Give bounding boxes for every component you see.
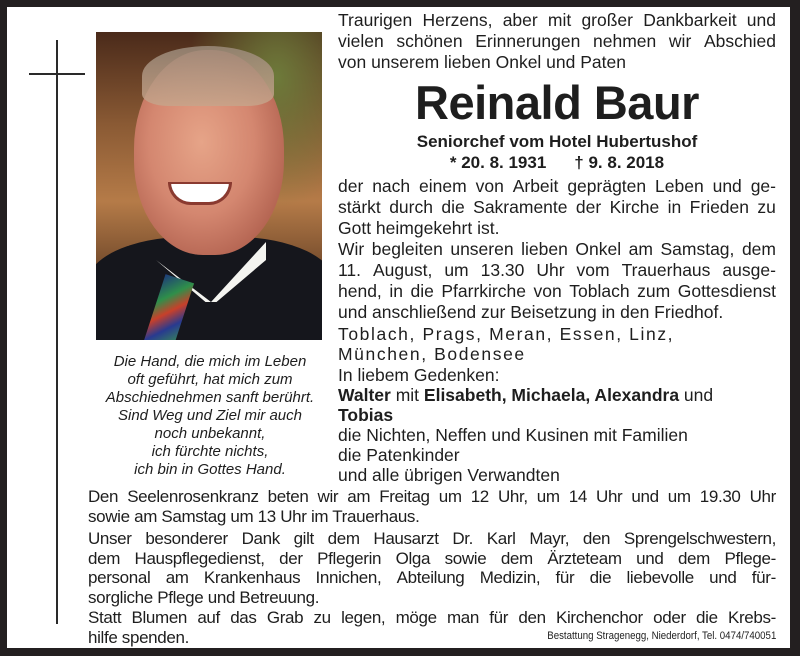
poem-line: Die Hand, die mich im Leben — [113, 353, 307, 370]
poem-line: Abschiednehmen sanft berührt. — [105, 389, 315, 406]
word: legen, — [341, 608, 386, 627]
word: Olga — [395, 548, 431, 568]
text-line — [338, 10, 776, 31]
mourners-line: die Patenkinder — [338, 445, 460, 465]
word: zu — [313, 608, 331, 627]
word: Krankenhaus — [203, 568, 301, 587]
word: Innichen, — [315, 568, 382, 587]
places-line: Toblach, Prags, Meran, Essen, Linz, — [338, 324, 675, 344]
word: Uhr — [536, 260, 565, 280]
word: dem — [88, 548, 121, 568]
text-line — [338, 31, 776, 52]
mourners-family — [338, 385, 713, 405]
word: der — [575, 197, 602, 217]
word: wir — [317, 487, 339, 506]
word: lieben — [521, 239, 568, 259]
word: Mayr, — [529, 529, 570, 548]
cross-icon-bar — [29, 73, 85, 75]
word: wir — [668, 31, 692, 51]
word: dem — [327, 529, 360, 548]
deceased-name: Reinald Baur — [415, 76, 699, 129]
word: Kirchenchor — [555, 608, 643, 627]
word: Pfarrkirche — [441, 281, 526, 301]
word: geprägten — [567, 176, 647, 196]
rosary-text — [88, 487, 776, 526]
word: Gottesdienst — [677, 281, 776, 301]
word: unseren — [450, 239, 514, 259]
mourner-connector: und — [679, 385, 714, 405]
text-line — [338, 260, 776, 281]
word: Grab — [266, 608, 304, 627]
life-dates — [338, 152, 776, 173]
poem-line: ich fürchte nichts, — [151, 443, 269, 460]
word: Hauspflegedienst, — [134, 548, 265, 568]
word: die — [441, 197, 465, 217]
word: 11. — [338, 260, 362, 280]
word: das — [230, 608, 257, 627]
word: den — [582, 529, 611, 548]
word: vielen — [338, 31, 384, 51]
word: einem — [419, 176, 467, 196]
word: und — [631, 487, 659, 506]
word: für — [489, 608, 509, 627]
word: Ärzteteam — [547, 548, 622, 568]
word: Den — [88, 487, 119, 506]
word: Krebs- — [727, 608, 776, 627]
text-line: sowie am Samstag um 13 Uhr im Trauerhaus. — [88, 506, 420, 526]
word: und — [712, 176, 742, 196]
word: Unser — [88, 529, 132, 548]
mourners — [338, 365, 776, 485]
text-line — [88, 529, 776, 549]
text-line: und anschließend zur Beisetzung in den Friedhof. — [338, 302, 724, 322]
word: um — [438, 487, 462, 506]
word: möge — [395, 608, 437, 627]
word: gilt — [293, 529, 314, 548]
word: Medizin, — [479, 568, 541, 587]
word: die — [589, 568, 612, 587]
word: Dr. — [452, 529, 474, 548]
word: aber — [502, 10, 538, 30]
word: den — [518, 608, 546, 627]
word: für — [555, 568, 575, 587]
deceased-details — [338, 131, 776, 173]
word: am — [165, 568, 189, 587]
places-line: München, Bodensee — [338, 344, 526, 364]
intro-text — [338, 10, 776, 73]
word: Sprengelschwestern, — [623, 529, 776, 548]
mourner-connector: mit — [390, 385, 424, 405]
word: Dankbarkeit — [643, 10, 737, 30]
word: Kirche — [609, 197, 660, 217]
word: 13.30 — [480, 260, 525, 280]
funeral-home-credit: Bestattung Stragenegg, Niederdorf, Tel. 0474/740051 — [546, 630, 776, 642]
word: Karl — [486, 529, 516, 548]
word: ge- — [750, 176, 776, 196]
funeral-text — [338, 176, 776, 323]
word: besonderer — [145, 529, 228, 548]
mourner-children: Elisabeth, Michaela, Alexandra — [423, 385, 680, 405]
word: Seelenrosenkranz — [127, 487, 259, 506]
word: Blumen — [131, 608, 188, 627]
word: Frieden — [689, 197, 750, 217]
word: ausge- — [722, 260, 776, 280]
word: der — [338, 176, 364, 196]
word: Freitag — [379, 487, 430, 506]
death-date: † 9. 8. 2018 — [574, 153, 665, 172]
word: und — [746, 10, 776, 30]
poem-line: ich bin in Gottes Hand. — [134, 461, 286, 478]
word: beten — [267, 487, 309, 506]
cross-icon — [56, 40, 58, 624]
word: großer — [581, 10, 633, 30]
word: Erinnerungen — [475, 31, 581, 51]
word: liebevolle — [626, 568, 694, 587]
places — [338, 324, 776, 364]
word: die — [410, 281, 434, 301]
word: Abschied — [703, 31, 776, 51]
word: um — [444, 260, 469, 280]
mourner-tobias: Tobias — [338, 405, 394, 425]
word: der — [279, 548, 303, 568]
word: 14 — [568, 487, 587, 506]
poem-line: noch unbekannt, — [154, 425, 266, 442]
word: stärkt — [338, 197, 381, 217]
word: und — [636, 548, 664, 568]
word: nach — [372, 176, 411, 196]
word: Pflege- — [724, 548, 776, 568]
word: oder — [653, 608, 686, 627]
word: Leben — [655, 176, 704, 196]
text-line — [338, 239, 776, 260]
word: Arbeit — [512, 176, 559, 196]
word: in — [389, 281, 403, 301]
text-line — [338, 281, 776, 302]
text-line: Gott heimgekehrt ist. — [338, 218, 500, 238]
word: und — [709, 568, 737, 587]
poem-line: oft geführt, hat mich zum — [127, 371, 293, 388]
deceased-title: Seniorchef vom Hotel Hubertushof — [416, 132, 698, 151]
text-line: von unserem lieben Onkel und Paten — [338, 52, 626, 72]
mourner-walter: Walter — [338, 385, 391, 405]
mourners-line: und alle übrigen Verwandten — [338, 465, 560, 485]
mourners-line: die Nichten, Neffen und Kusinen mit Familien — [338, 425, 688, 445]
word: auf — [197, 608, 220, 627]
mourner-tobias-line — [338, 405, 393, 425]
word: man — [446, 608, 480, 627]
word: Samstag, — [660, 239, 735, 259]
obituary-notice — [7, 7, 790, 648]
text-line — [88, 487, 776, 507]
word: dem — [677, 548, 710, 568]
word: Trauerhaus — [621, 260, 711, 280]
word: für- — [751, 568, 776, 587]
text-line — [88, 608, 776, 628]
word: zum — [637, 281, 671, 301]
word: hend, — [338, 281, 382, 301]
word: dem — [741, 239, 776, 259]
text-line: hilfe spenden. — [88, 627, 189, 647]
word: mit — [547, 10, 572, 30]
birth-date: * 20. 8. 1931 — [449, 153, 547, 172]
word: August, — [373, 260, 433, 280]
word: Traurigen — [338, 10, 413, 30]
word: Uhr, — [497, 487, 528, 506]
word: sowie — [444, 548, 487, 568]
mourners-heading: In liebem Gedenken: — [338, 365, 500, 385]
poem — [91, 353, 329, 479]
word: am — [628, 239, 653, 259]
word: Dank — [241, 529, 280, 548]
word: Statt — [88, 608, 122, 627]
word: personal — [88, 568, 151, 587]
text-line — [88, 568, 776, 588]
word: durch — [389, 197, 433, 217]
text-line — [338, 197, 776, 218]
word: nehmen — [593, 31, 657, 51]
word: Uhr — [749, 487, 776, 506]
word: Abteilung — [396, 568, 465, 587]
text-line: sorgliche Pflege und Betreuung. — [88, 587, 320, 607]
word: Wir — [338, 239, 365, 259]
word: um — [667, 487, 691, 506]
word: Sakramente — [473, 197, 568, 217]
word: in — [667, 197, 682, 217]
word: Uhr — [596, 487, 623, 506]
word: Toblach — [569, 281, 630, 301]
word: am — [347, 487, 371, 506]
word: Hausarzt — [373, 529, 439, 548]
word: von — [533, 281, 562, 301]
word: Herzens, — [422, 10, 493, 30]
thanks-text — [88, 529, 776, 607]
photo-hair — [142, 46, 274, 106]
word: 19.30 — [699, 487, 741, 506]
word: 12 — [470, 487, 489, 506]
word: vom — [576, 260, 610, 280]
word: Onkel — [575, 239, 622, 259]
word: zu — [757, 197, 776, 217]
word: um — [536, 487, 560, 506]
word: begleiten — [371, 239, 443, 259]
text-line — [338, 176, 776, 197]
poem-line: Sind Weg und Ziel mir auch — [118, 407, 302, 424]
word: von — [475, 176, 504, 196]
word: dem — [500, 548, 533, 568]
word: die — [696, 608, 718, 627]
word: Pflegerin — [317, 548, 382, 568]
word: schönen — [396, 31, 463, 51]
text-line — [88, 549, 776, 569]
portrait-photo — [96, 32, 322, 340]
